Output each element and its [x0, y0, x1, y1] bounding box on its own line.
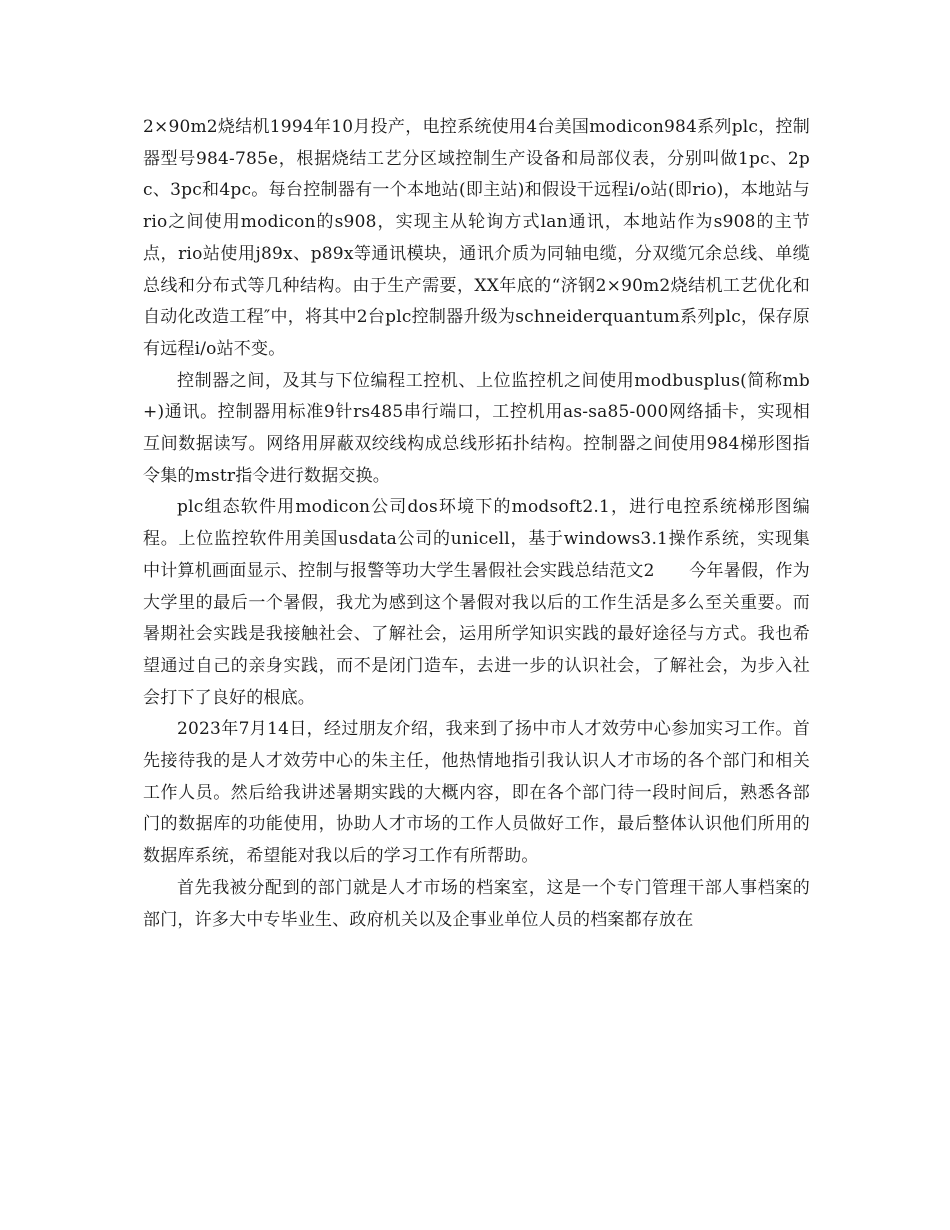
- paragraph-3: plc组态软件用modicon公司dos环境下的modsoft2.1，进行电控系统梯形图编程。上位监控软件用美国usdata公司的unicell，基于windows3.1操作系统，实现集中计算机画面显示、控制与报警等功大学生暑假社会实践总结范文2 今年暑假，作为大学里的最后一个暑假，我尤为感到这个暑假对我以后的工作生活是多么至关重要。而暑期社会实践是我接触社会、了解社会，运用所学知识实践的最好途径与方式。我也希望通过自己的亲身实践，而不是闭门造车，去进一步的认识社会，了解社会，为步入社会打下了良好的根底。: [143, 497, 810, 708]
- paragraph-5: 首先我被分配到的部门就是人才市场的档案室，这是一个专门管理干部人事档案的部门，许多大中专毕业生、政府机关以及企事业单位人员的档案都存放在: [143, 877, 810, 930]
- paragraph-2: 控制器之间，及其与下位编程工控机、上位监控机之间使用modbusplus(简称mb+)通讯。控制器用标准9针rs485串行端口，工控机用as-sa85-000网络插卡，实现相互间数据读写。网络用屏蔽双绞线构成总线形拓扑结构。控制器之间使用984梯形图指令集的mstr指令进行数据交换。: [143, 370, 810, 486]
- document-body: [143, 112, 810, 936]
- paragraph-4: 2023年7月14日，经过朋友介绍，我来到了扬中市人才效劳中心参加实习工作。首先接待我的是人才效劳中心的朱主任，他热情地指引我认识人才市场的各个部门和相关工作人员。然后给我讲述暑期实践的大概内容，即在各个部门待一段时间后，熟悉各部门的数据库的功能使用，协助人才市场的工作人员做好工作，最后整体认识他们所用的数据库系统，希望能对我以后的学习工作有所帮助。: [143, 719, 810, 867]
- paragraph-1: 2×90m2烧结机1994年10月投产，电控系统使用4台美国modicon984系列plc，控制器型号984-785e，根据烧结工艺分区域控制生产设备和局部仪表，分别叫做1pc、2pc、3pc和4pc。每台控制器有一个本地站(即主站)和假设干远程i/o站(即rio)，本地站与rio之间使用modicon的s908，实现主从轮询方式lan通讯，本地站作为s908的主节点，rio站使用j89x、p89x等通讯模块，通讯介质为同轴电缆，分双缆冗余总线、单缆总线和分布式等几种结构。由于生产需要，XX年底的“济钢2×90m2烧结机工艺优化和自动化改造工程″中，将其中2台plc控制器升级为schneiderquantum系列plc，保存原有远程i/o站不变。: [143, 117, 810, 359]
